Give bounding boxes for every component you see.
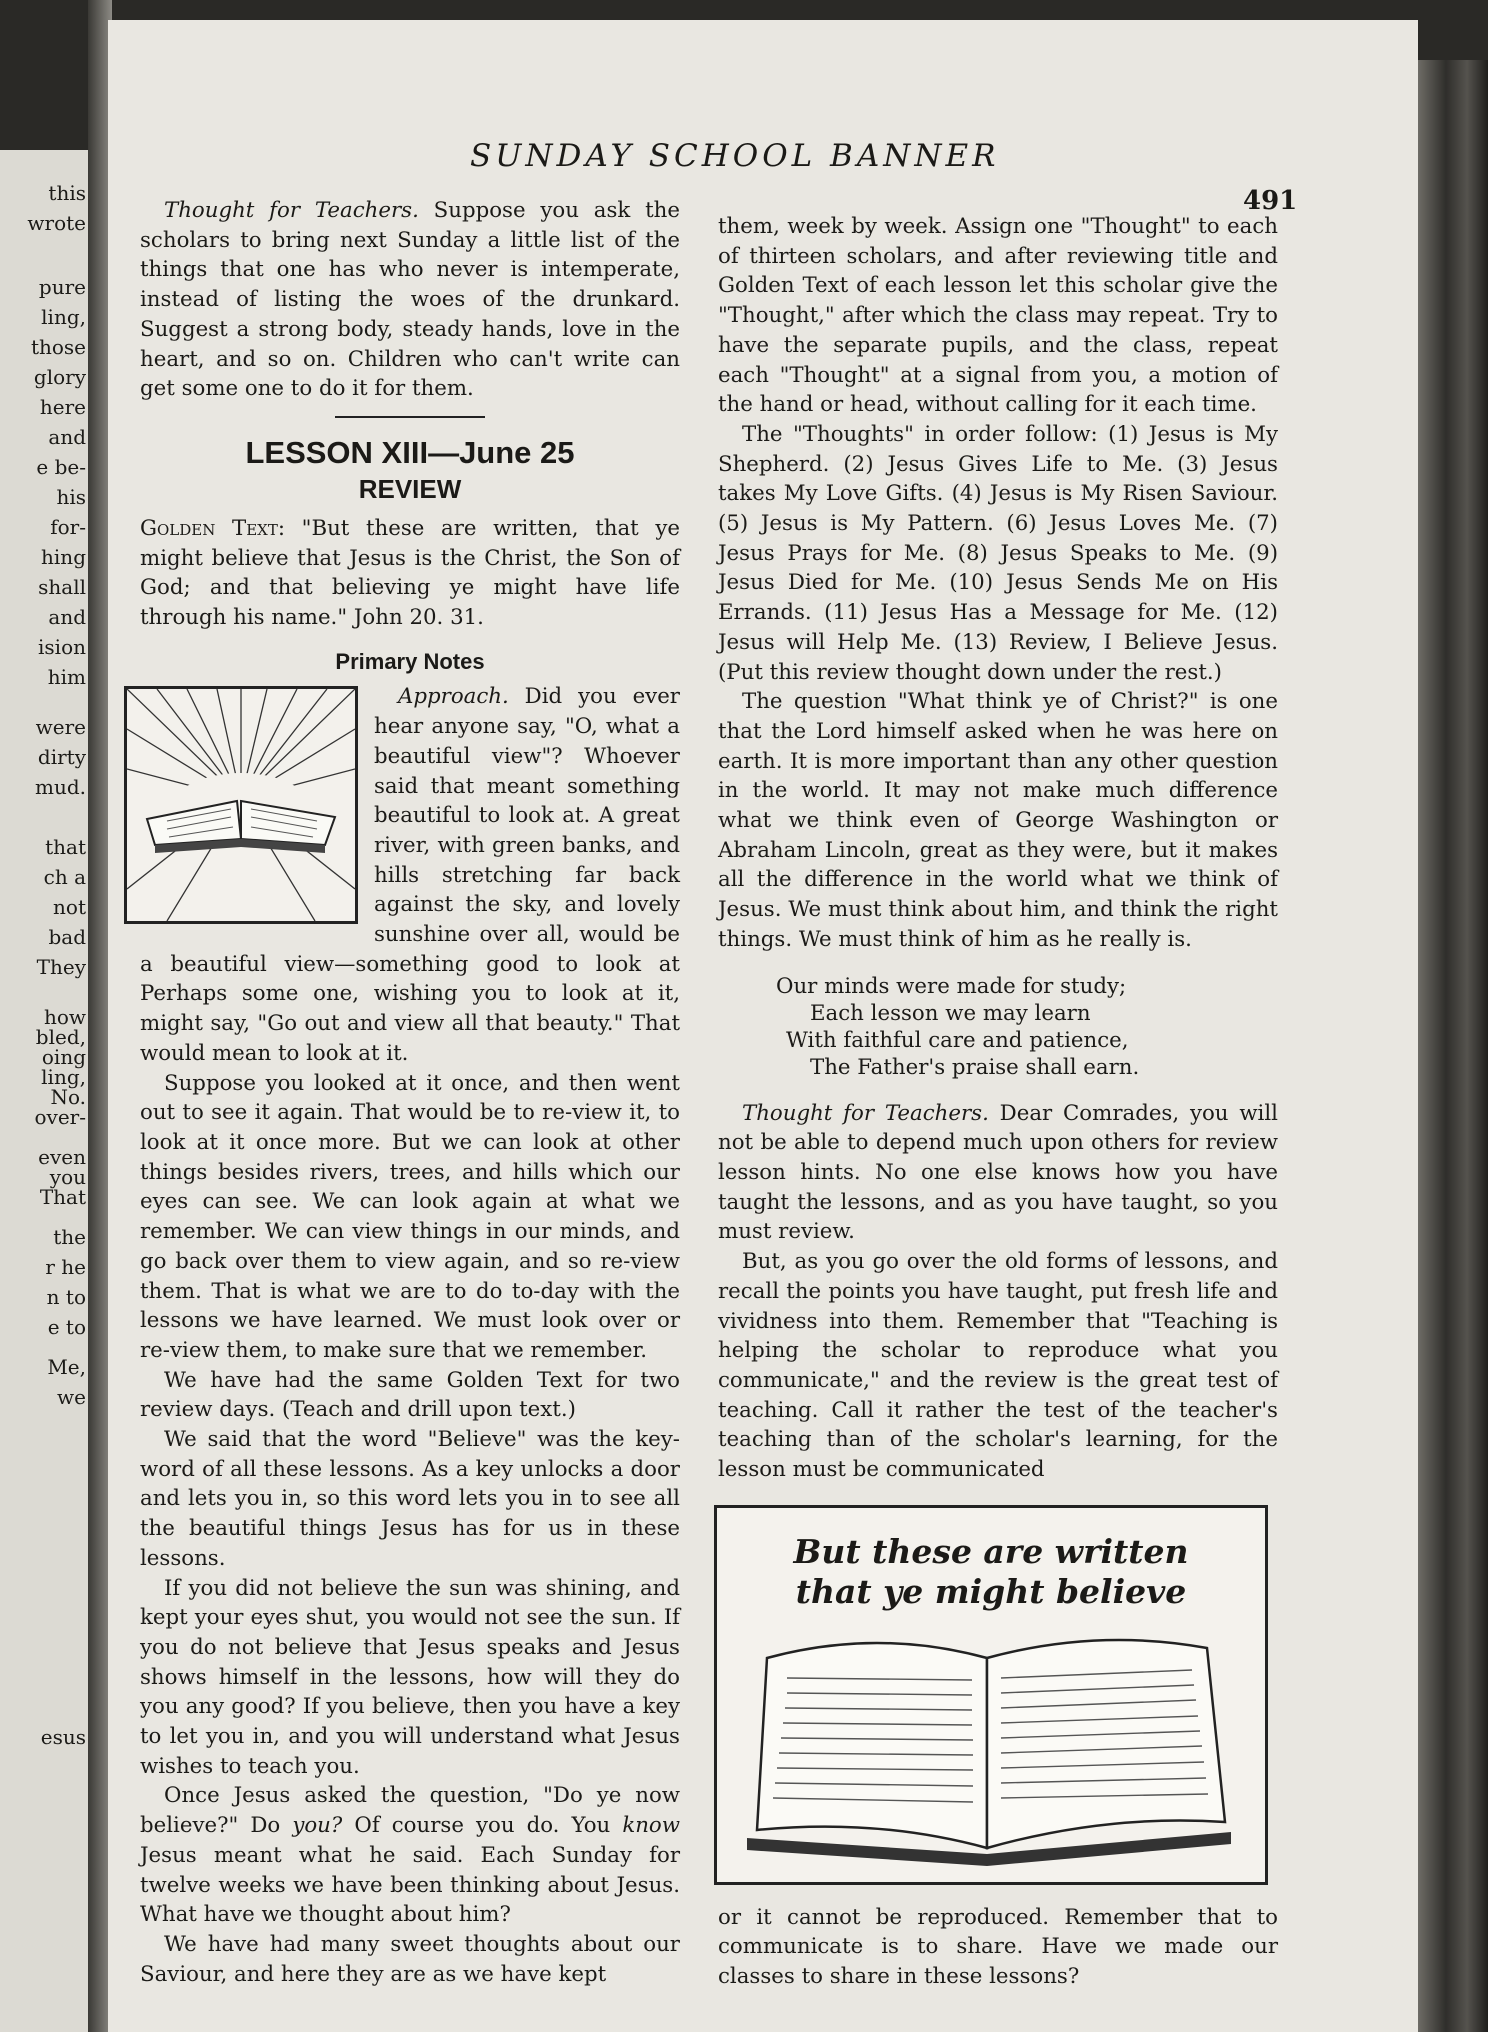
text-run: Jesus meant what he said. Each Sunday for twelve weeks we have been thinking about Jesus. What have we thought about him? [140,1842,680,1928]
facing-page-fragment: and [48,425,86,449]
facing-page-fragment: mud. [34,775,86,799]
thought-text: Dear Comrades, you will not be able to depend much upon others for review lesson hints. No one else knows how you have taught the lessons, and as you have taught, so you must review. [718,1100,1278,1245]
facing-page-fragment: over- [34,1105,86,1129]
facing-page-fragment: the [53,1225,86,1249]
facing-page-fragment: glory [33,365,86,389]
poem-line: With faithful care and patience, [786,1027,1129,1053]
facing-page-fragment: were [35,715,86,739]
golden-text [140,514,680,633]
paragraph: We have had the same Golden Text for two review days. (Teach and drill upon text.) [140,1367,680,1423]
facing-page-fragment: oing [41,1045,86,1069]
facing-page-fragment: They [36,955,86,979]
paragraph: If you did not believe the sun was shining, and kept your eyes shut, you would not see the sun. If you do not believe that Jesus speaks and Jesus shows himself in the lessons, how will they do you any good? If you believe, then you have a key to let you in, and you will understand what Jesus wishes to teach you. [140,1575,680,1779]
facing-page-fragment: Me, [47,1355,86,1379]
section-divider [335,416,485,418]
paragraph: The question "What think ye of Christ?" is one that the Lord himself asked when he was here on earth. It is more important than any other question in the world. It may not make much difference what we think even of George Washington or Abraham Lincoln, great as they were, but it makes all the difference in the world what we think of Jesus. We must think about him, and think the right things. We must think of him as he really is. [718,689,1278,952]
left-column [140,196,680,1989]
paragraph: them, week by week. Assign one "Thought" to each of thirteen scholars, and after reviewing title and Golden Text of each lesson let this scholar give the "Thought," after which the class may repeat. Try to have the separate pupils, and the class, repeat each "Thought" at a signal from you, a motion of the hand or head, without calling for it each time. [718,214,1278,418]
bible-illustration [714,1505,1268,1885]
facing-page-fragment: ling, [41,305,86,329]
poem-line: Our minds were made for study; [776,973,1127,999]
facing-page-fragment: pure [38,275,86,299]
facing-page-fragment: bad [48,925,86,949]
facing-page-fragment: That [39,1185,86,1209]
facing-page-fragment: ision [38,635,86,659]
thoughts-list-paragraph: The "Thoughts" in order follow: (1) Jesus is My Shepherd. (2) Jesus Gives Life to Me. (3) Jesus takes My Love Gifts. (4) Jesus is My Risen Saviour. (5) Jesus is My Pattern. (6) Jesus Loves Me. (7) Jesus Prays for Me. (8) Jesus Speaks to Me. (9) Jesus Died for Me. (10) Jesus Sends Me on His Errands. (11) Jesus Has a Message for Me. (12) Jesus will Help Me. (13) Review, I Believe Jesus. (Put this review thought down under the rest.) [718,421,1278,685]
text-run: Once Jesus asked the question, "Do ye now believe?" Do [140,1783,680,1839]
page-number: 491 [1243,186,1298,216]
poem [718,973,1278,1081]
golden-label: Golden Text: [140,515,286,541]
text-run: Of course you do. You [342,1813,623,1839]
illustration-caption: that ye might believe [795,1571,1187,1611]
facing-page-fragment: here [39,395,86,419]
golden-text-body: "But these are written, that ye might believe that Jesus is the Christ, the Son of God; and that believing ye might have life through his name." John 20. 31. [140,515,680,631]
facing-page-fragment: that [45,835,86,859]
facing-page-fragment: not [53,895,86,919]
facing-page-fragment: his [56,485,86,509]
illustration-caption: But these are written [793,1531,1189,1571]
page-edge [1418,60,1488,2032]
paragraph: We said that the word "Believe" was the key-word of all these lessons. As a key unlocks a door and lets you in, so this word lets you in to see all the beautiful things Jesus has for us in these lessons. [140,1427,680,1571]
facing-page-fragment: r he [45,1255,86,1279]
running-header: SUNDAY SCHOOL BANNER [470,138,1000,174]
facing-page-fragment: shall [38,575,86,599]
facing-page [0,150,92,2032]
thought-lead: Thought for Teachers. [742,1100,989,1126]
facing-page-fragment: him [47,665,86,689]
facing-page-fragment: those [30,335,86,359]
facing-page-fragment: we [57,1385,86,1409]
notes-heading: Primary Notes [335,648,485,674]
facing-page-fragment: this [48,181,86,205]
paragraph [140,1781,680,1930]
text-run-italic: know [622,1813,680,1839]
lesson-subtitle: REVIEW [358,473,462,504]
text-run-italic: you? [292,1813,343,1839]
approach-text: Did you ever hear anyone say, "O, what a beautiful view"? Whoever said that meant something beautiful to look at. A great river, with green banks, and hills stretching far back against the sky, and lovely sunshine over all, would be a beautiful view—something good to look at Perhaps some one, wishing you to look at it, might say, "Go out and view all that beauty." That would mean to look at it. [140,684,680,1066]
paragraph: We have had many sweet thoughts about our Saviour, and here they are as we have kept [140,1931,680,1987]
facing-page-fragment: you [49,1165,86,1189]
approach-lead: Approach. [398,684,509,710]
facing-page-fragment: how [43,1005,86,1029]
facing-page-fragment: wrote [27,211,86,235]
poem-line: Each lesson we may learn [810,1000,1091,1026]
facing-page-fragment: e to [47,1315,86,1339]
poem-line: The Father's praise shall earn. [810,1054,1140,1080]
intro-paragraph [140,196,680,404]
intro-lead: Thought for Teachers. [164,198,419,223]
facing-page-fragment: hing [41,545,86,569]
thought-paragraph [718,1099,1278,1248]
facing-page-fragment: n to [46,1285,86,1309]
lesson-title: LESSON XIII—June 25 [245,434,575,470]
paragraph: But, as you go over the old forms of lessons, and recall the points you have taught, put fresh life and vividness into them. Remember that "Teaching is helping the scholar to reproduce what you communicate," and the review is the great test of teaching. Call it rather the test of the teacher's teaching than of the scholar's learning, for the lesson must be communicated [718,1249,1278,1483]
facing-page-fragment: even [38,1145,86,1169]
facing-page-fragment: dirty [37,745,86,769]
facing-page-fragment: e be- [36,455,86,479]
intro-text: Suppose you ask the scholars to bring next Sunday a little list of the things that one has who never is intemperate, instead of listing the woes of the drunkard. Suggest a strong body, steady hands, love in the heart, and so on. Children who can't write can get some one to do it for them. [140,198,680,402]
open-bible-icon [127,689,355,921]
open-bible-icon [737,1618,1245,1868]
facing-page-fragment: ling, [41,1065,86,1089]
facing-page-fragment: ch a [43,865,86,889]
facing-page-fragment: esus [40,1725,86,1749]
paragraph: Suppose you looked at it once, and then went out to see it again. That would be to re-view it, to look at it once more. But we can look at other things besides rivers, trees, and hills which our eyes can see. We can look again at what we remember. We can view things in our minds, and go back over them to view again, and so re-view them. That is what we are to do to-day with the lessons we have learned. We must look over or re-view them, to make sure that we remember. [140,1070,680,1363]
facing-page-fragment: No. [50,1085,86,1109]
facing-page-fragment: and [48,605,86,629]
right-column [718,212,1278,1992]
paragraph: or it cannot be reproduced. Remember that to communicate is to share. Have we made our classes to share in these lessons? [718,1904,1278,1990]
facing-page-fragment: bled, [35,1025,86,1049]
open-bible-illustration [124,686,358,924]
facing-page-fragment: for- [50,515,86,539]
